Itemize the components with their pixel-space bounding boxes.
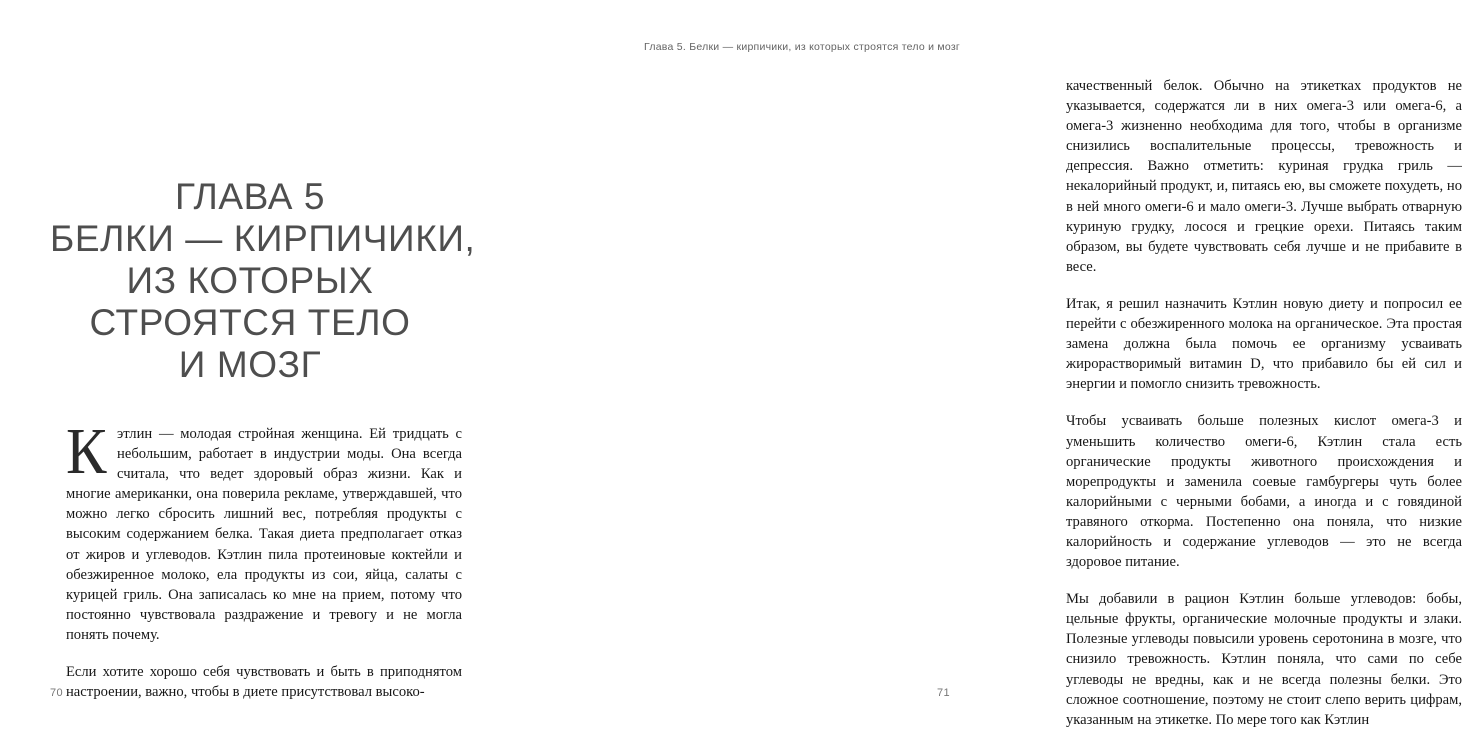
chapter-title-line-4: СТРОЯТСЯ ТЕЛО	[89, 302, 411, 343]
paragraph: Итак, я решил назначить Кэтлин новую диету и попросил ее перейти с обезжиренного молока на органическое. Эта простая замена должна была помочь ее организму усваивать жирорастворимый витамин D, что прибавило бы ей сил и энергии и помогло снизить тревожность.	[1066, 295, 1462, 393]
paragraph: Чтобы усваивать больше полезных кислот омега-3 и уменьшить количество омеги-6, Кэтлин стала есть органические продукты животного происхождения и морепродукты и заменила соевые гамбургеры чуть более калорийными с черными бобами, а иногда и с говядиной травяного откорма. Постепенно она поняла, что низкие калорийность и содержание углеводов — это не всегда здоровое питание.	[1066, 413, 1462, 571]
paragraph: Если хотите хорошо себя чувствовать и быть в приподнятом настроении, важно, чтобы в диете присутствовал высоко-	[66, 664, 462, 701]
page-right	[500, 0, 1462, 732]
page-left	[0, 0, 500, 732]
paragraph-text: этлин — молодая стройная женщина. Ей тридцать с небольшим, работает в индустрии моды. Она всегда считала, что ведет здоровый образ жизни. Как и многие американки, она поверила рекламе, утверждавшей, что можно легко сбросить лишний вес, потребляя продукты с высоким содержанием белка. Такая диета предполагает отказ от жиров и углеводов. Кэтлин пила протеиновые коктейли и обезжиренное молоко, ела продукты из сои, яйца, салаты с курицей гриль. Она записалась ко мне на прием, потому что постоянно чувствовала раздражение и тревогу и не могла понять почему.	[66, 426, 462, 643]
paragraph: качественный белок. Обычно на этикетках продуктов не указывается, содержатся ли в них омега-3 или омега-6, а омега-3 жизненно необходима для того, чтобы в организме снизились воспалительные процессы, тревожность и депрессия. Важно отметить: куриная грудка гриль — некалорийный продукт, и, питаясь ею, вы сможете похудеть, но в ней много омеги-6 и мало омеги-3. Лучше выбрать отварную куриную грудку, лосося и грецкие орехи. Питаясь таким образом, вы будете чувствовать себя лучше и не прибавите в весе.	[1066, 78, 1462, 275]
chapter-title	[50, 176, 476, 386]
chapter-title-line-1: ГЛАВА 5	[174, 176, 326, 217]
chapter-title-line-2: БЕЛКИ — КИРПИЧИКИ,	[50, 218, 476, 259]
chapter-title-line-5: И МОЗГ	[178, 344, 322, 385]
chapter-title-line-3: ИЗ КОТОРЫХ	[126, 260, 374, 301]
left-text-column	[66, 415, 462, 702]
paragraph	[66, 415, 462, 645]
right-text-column	[1066, 76, 1462, 730]
running-head: Глава 5. Белки — кирпичики, из которых строятся тело и мозг	[643, 41, 960, 53]
drop-cap: К	[66, 415, 107, 488]
page-number-right: 71	[936, 687, 950, 699]
paragraph: Мы добавили в рацион Кэтлин больше углеводов: бобы, цельные фрукты, органические молочные продукты и злаки. Полезные углеводы повысили уровень серотонина в мозге, что снизило тревожность. Кэтлин поняла, что сами по себе углеводы не вредны, как и не всегда полезны белки. Это сложное соотношение, поэтому не стоит слепо верить цифрам, указанным на этикетке. По мере того как Кэтлин	[1066, 591, 1462, 728]
page-number-left: 70	[50, 687, 64, 699]
